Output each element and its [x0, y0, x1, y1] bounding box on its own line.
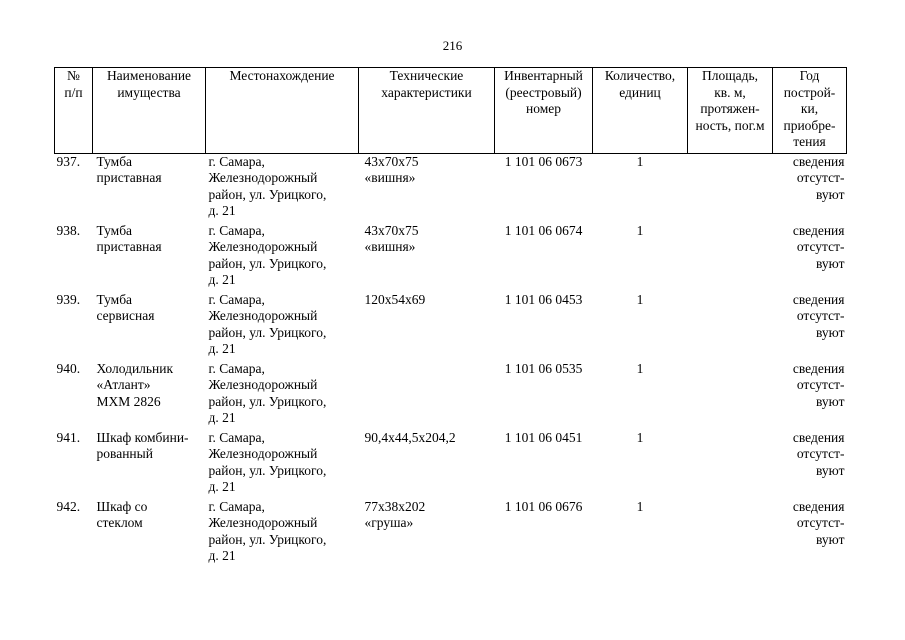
row-area [688, 361, 773, 430]
row-number: 942. [56, 498, 81, 514]
row-area [688, 153, 773, 223]
header-location: Местонахождение [206, 68, 359, 154]
header-quantity: Количество, единиц [593, 68, 688, 154]
row-technical [359, 361, 495, 430]
row-technical: 90,4х44,5х204,2 [364, 429, 456, 445]
table-row [55, 430, 847, 499]
row-location: г. Самара, Железнодорожный район, ул. Урицкого, д. 21 [208, 498, 327, 563]
row-year: сведения отсутст- вуют [792, 360, 845, 409]
row-number: 938. [56, 222, 81, 238]
row-quantity: 1 [636, 291, 644, 307]
row-inventory: 1 101 06 0676 [504, 498, 583, 514]
header-area: Площадь, кв. м, протяжен- ность, пог.м [688, 68, 773, 154]
row-area [688, 292, 773, 361]
row-inventory: 1 101 06 0451 [504, 429, 583, 445]
row-quantity: 1 [636, 429, 644, 445]
table-row [55, 223, 847, 292]
header-technical: Технические характеристики [359, 68, 495, 154]
row-area [688, 430, 773, 499]
row-quantity: 1 [636, 360, 644, 376]
row-location: г. Самара, Железнодорожный район, ул. Урицкого, д. 21 [208, 222, 327, 287]
row-year: сведения отсутст- вуют [792, 498, 845, 547]
row-number: 937. [56, 153, 81, 169]
row-name: Тумба приставная [96, 153, 162, 185]
table-header-row [55, 68, 847, 154]
row-number: 940. [56, 360, 81, 376]
row-inventory: 1 101 06 0674 [504, 222, 583, 238]
table-body [55, 153, 847, 568]
row-location: г. Самара, Железнодорожный район, ул. Урицкого, д. 21 [208, 429, 327, 494]
header-inventory: Инвентарный (реестровый) номер [495, 68, 593, 154]
row-year: сведения отсутст- вуют [792, 291, 845, 340]
property-registry-table [54, 67, 847, 568]
header-name: Наименование имущества [93, 68, 206, 154]
row-year: сведения отсутст- вуют [792, 429, 845, 478]
row-location: г. Самара, Железнодорожный район, ул. Урицкого, д. 21 [208, 153, 327, 218]
row-area [688, 499, 773, 568]
header-year: Год построй- ки, приобре- тения [773, 68, 847, 154]
row-quantity: 1 [636, 222, 644, 238]
row-inventory: 1 101 06 0535 [504, 360, 583, 376]
row-area [688, 223, 773, 292]
row-technical: 43х70х75 «вишня» [364, 222, 419, 254]
table-row [55, 499, 847, 568]
row-inventory: 1 101 06 0673 [504, 153, 583, 169]
row-technical: 43х70х75 «вишня» [364, 153, 419, 185]
row-quantity: 1 [636, 498, 644, 514]
row-name: Холодильник «Атлант» МХМ 2826 [96, 360, 174, 409]
row-name: Шкаф со стеклом [96, 498, 148, 530]
table-row [55, 361, 847, 430]
row-number: 941. [56, 429, 81, 445]
page-number: 216 [442, 38, 463, 53]
row-number: 939. [56, 291, 81, 307]
header-number: № п/п [55, 68, 93, 154]
table-row [55, 153, 847, 223]
row-name: Шкаф комбини- рованный [96, 429, 189, 461]
row-technical: 120х54х69 [364, 291, 426, 307]
row-name: Тумба приставная [96, 222, 162, 254]
row-inventory: 1 101 06 0453 [504, 291, 583, 307]
table-header [55, 68, 847, 154]
row-technical: 77х38х202 «груша» [364, 498, 426, 530]
row-year: сведения отсутст- вуют [792, 222, 845, 271]
table-row [55, 292, 847, 361]
row-quantity: 1 [636, 153, 644, 169]
row-location: г. Самара, Железнодорожный район, ул. Урицкого, д. 21 [208, 360, 327, 425]
row-name: Тумба сервисная [96, 291, 155, 323]
row-location: г. Самара, Железнодорожный район, ул. Урицкого, д. 21 [208, 291, 327, 356]
row-year: сведения отсутст- вуют [792, 153, 845, 202]
